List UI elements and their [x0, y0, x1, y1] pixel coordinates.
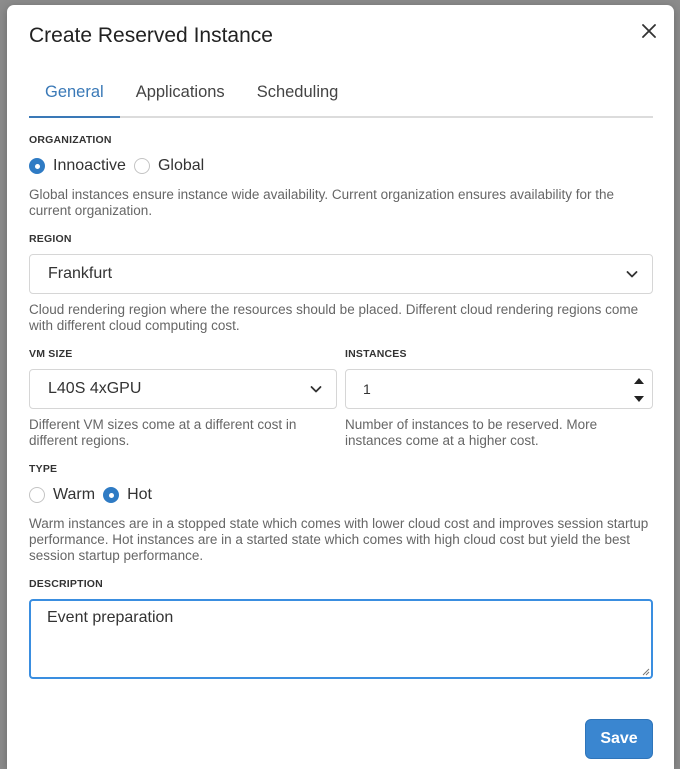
vm-size-value: L40S 4xGPU: [48, 380, 142, 397]
organization-global-radio[interactable]: [134, 158, 150, 174]
organization-radio-group: [29, 157, 212, 175]
description-label: DESCRIPTION: [29, 578, 103, 590]
instances-label: INSTANCES: [345, 348, 407, 360]
region-label: REGION: [29, 233, 72, 245]
resize-handle-icon[interactable]: [642, 668, 650, 676]
instances-help: Number of instances to be reserved. More instances come at a higher cost.: [345, 417, 598, 448]
organization-label: ORGANIZATION: [29, 134, 112, 146]
vm-size-label: VM SIZE: [29, 348, 73, 360]
organization-help: Global instances ensure instance wide availability. Current organization ensures availability for the current organization.: [29, 187, 615, 218]
type-radio-group: [29, 486, 160, 504]
description-value: Event preparation: [47, 609, 174, 626]
tab-bar: [29, 75, 653, 118]
decrement-button[interactable]: [628, 390, 650, 408]
type-label: TYPE: [29, 463, 58, 475]
create-reserved-instance-dialog: [7, 5, 674, 769]
chevron-down-icon: [310, 384, 322, 394]
type-help: Warm instances are in a stopped state which comes with lower cloud cost and improves session startup performance. Hot instances are in a started state which comes with high cloud cost but yield the best session startup performance.: [29, 516, 649, 563]
tab-applications[interactable]: Applications: [135, 83, 225, 101]
close-icon: [642, 24, 656, 38]
tab-scheduling[interactable]: Scheduling: [256, 83, 339, 101]
instances-stepper: [628, 372, 650, 408]
type-hot-label: Hot: [127, 486, 152, 503]
close-button[interactable]: [635, 17, 663, 45]
type-warm-radio[interactable]: [29, 487, 45, 503]
tab-general[interactable]: General: [29, 75, 120, 116]
region-value: Frankfurt: [48, 265, 113, 282]
dialog-title: Create Reserved Instance: [29, 24, 273, 47]
vm-size-select[interactable]: [29, 369, 337, 409]
organization-innoactive-radio[interactable]: [29, 158, 45, 174]
instances-input[interactable]: [345, 369, 653, 409]
region-select[interactable]: [29, 254, 653, 294]
triangle-up-icon: [633, 377, 645, 385]
organization-innoactive-label: Innoactive: [53, 157, 126, 174]
save-button[interactable]: Save: [585, 719, 653, 759]
increment-button[interactable]: [628, 372, 650, 390]
instances-value: 1: [363, 381, 371, 397]
organization-global-label: Global: [157, 157, 205, 174]
chevron-down-icon: [626, 269, 638, 279]
region-help: Cloud rendering region where the resources should be placed. Different cloud rendering regions come with different cloud computing cost.: [29, 302, 639, 333]
type-warm-label: Warm: [53, 486, 96, 503]
description-textarea[interactable]: [29, 599, 653, 679]
triangle-down-icon: [633, 395, 645, 403]
vm-size-help: Different VM sizes come at a different cost in different regions.: [29, 417, 297, 448]
type-hot-radio[interactable]: [103, 487, 119, 503]
